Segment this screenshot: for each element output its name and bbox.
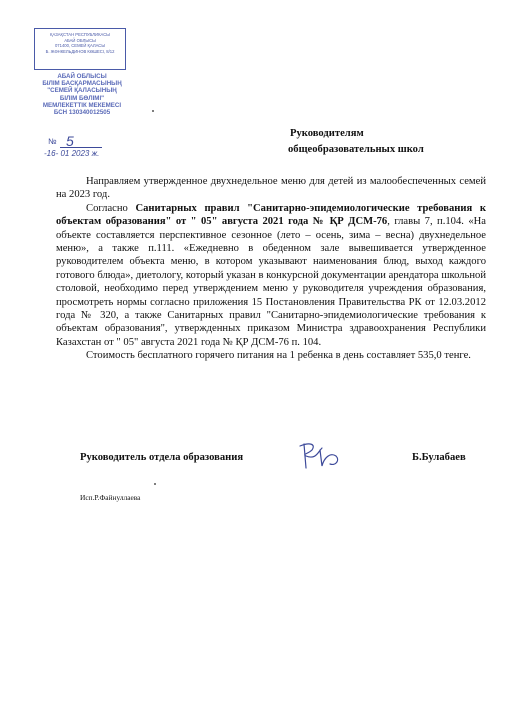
paragraph-text: Согласно <box>86 202 136 214</box>
executor: Исп.Р.Файнуллаева <box>80 493 141 502</box>
office-stamp-line: БІЛІМ БАСҚАРМАСЫНЫҢ <box>42 80 122 88</box>
outgoing-number: 5 <box>66 133 74 149</box>
regulation-reference: Санитарных правил "Санитарно-эпидемиологические требования к объектам образования" от " 05" августа 2021 года № ҚР ДСМ-76 <box>56 202 486 228</box>
speck <box>154 483 156 485</box>
paragraph: Стоимость бесплатного горячего питания на 1 ребенка в день составляет 535,0 тенге. <box>86 350 471 362</box>
paragraph-text: , главы 7, п.104. «На объекте составляется перспективное сезонное (лето – осень, зима – весна) двухнедельное меню», а также п.111. «Ежедневно в обеденном зале вывешивается утвержденное руководителем объекта меню, в котором указывают наименования блюд, выход каждого готового блюда», диетологу, который указан в конкурсной документации арендатора школьной столовой, необходимо перед утверждением меню у руководителя учреждения образования, просмотреть нормы согласно приложения 15 Постановления Правительства РК от 12.03.2012 года № 320, а также Санитарных правил "Санитарно-эпидемиологические требования к объектам образования", утвержденных приказом Министра здравоохранения Республики Казахстан от " 05" августа 2021 года № ҚР ДСМ-76 п. 104. <box>56 216 486 348</box>
letter-body <box>56 175 486 363</box>
office-stamp-line: МЕМЛЕКЕТТІК МЕКЕМЕСІ <box>42 101 122 109</box>
paragraph <box>56 202 486 349</box>
office-stamp-line: БІЛІМ БӨЛІМІ" <box>59 94 105 102</box>
addressee-line: Руководителям <box>290 128 364 139</box>
outgoing-date: -16- 01 2023 ж. <box>44 149 100 158</box>
addressee <box>290 126 424 158</box>
registration-number <box>44 135 128 161</box>
organization-stamp <box>34 28 126 70</box>
handwritten-signature <box>296 438 356 472</box>
signatory-title: Руководитель отдела образования <box>80 452 244 463</box>
speck <box>152 110 154 112</box>
stamp-line: Б. ЖӘНКЕЛЬДИНОВ КӨШЕСІ, 8/12 <box>45 48 115 54</box>
office-stamp-line: АБАЙ ОБЛЫСЫ <box>57 73 107 80</box>
number-sign: № <box>48 137 57 146</box>
office-stamp <box>30 73 134 117</box>
paragraph: Направляем утвержденное двухнедельное меню для детей из малообеспеченных семей на 2023 год. <box>56 176 486 201</box>
signatory-name: Б.Булабаев <box>412 452 466 463</box>
office-stamp-line: "СЕМЕЙ ҚАЛАСЫНЫҢ <box>47 87 117 95</box>
stamp-line: 071400, СЕМЕЙ ҚАЛАСЫ <box>54 43 106 49</box>
stamp-line: ҚАЗАҚСТАН РЕСПУБЛИКАСЫ <box>50 32 110 37</box>
addressee-line: общеобразовательных школ <box>288 144 424 155</box>
stamp-line: АБАЙ ОБЛЫСЫ <box>64 37 96 43</box>
divider <box>60 147 102 148</box>
office-stamp-line: БСН 130340012505 <box>53 109 111 117</box>
